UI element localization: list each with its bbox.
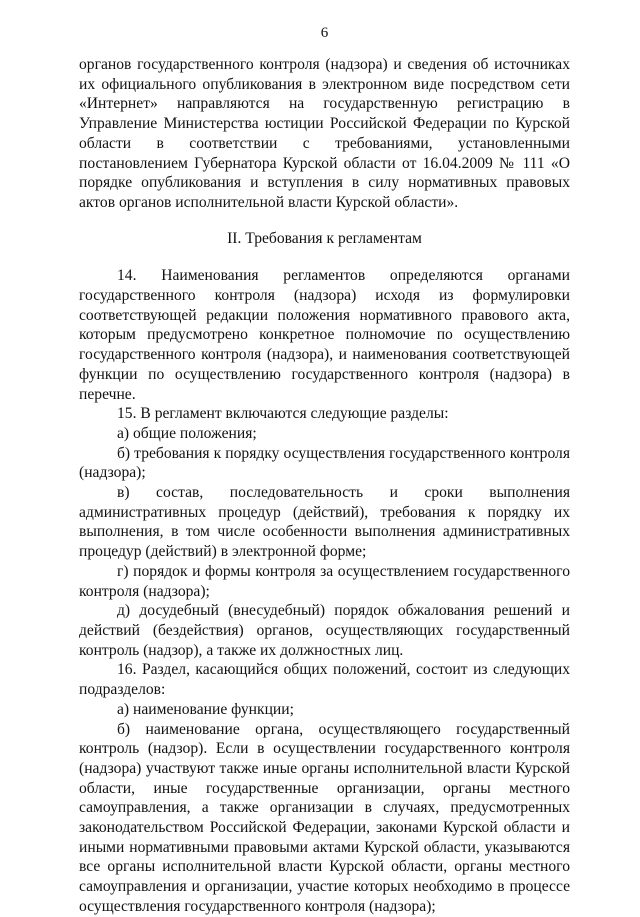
list-item-15g: г) порядок и формы контроля за осуществлением государственного контроля (надзора); bbox=[79, 562, 570, 600]
list-item-15v: в) состав, последовательность и сроки выполнения административных процедур (действий), требования к порядку их выполнения, в том числе особенности выполнения административных процедур (действий) в электронной форме; bbox=[79, 484, 570, 561]
list-item-16a: а) наименование функции; bbox=[117, 700, 294, 718]
list-item-15b: б) требования к порядку осуществления государственного контроля (надзора); bbox=[79, 444, 570, 482]
list-item-16b: б) наименование органа, осуществляющего государственный контроль (надзор). Если в осуществлении государственного контроля (надзора) участвуют также иные органы исполнительной власти Курской области, иные государственные организации, органы местного самоуправления, а также организации в случаях, предусмотренных законодательством Российской Федерации, законами Курской области и иными нормативными правовыми актами Курской области, указываются все органы исполнительной власти Курской области, органы местного самоуправления и организации, участие которых необходимо в процессе осуществления государственного контроля (надзора); bbox=[79, 720, 570, 915]
continuation-paragraph: органов государственного контроля (надзора) и сведения об источниках их официального опубликования в электронном виде посредством сети «Интернет» направляются на государственную регистрацию в Управление Министерства юстиции Российской Федерации по Курской области в соответствии с требованиями, установленными постановлением Губернатора Курской области от 16.04.2009 № 111 «О порядке опубликования и вступления в силу нормативных правовых актов органов исполнительной власти Курской области». bbox=[79, 56, 570, 211]
list-item-15d: д) досудебный (внесудебный) порядок обжалования решений и действий (бездействия) органов, осуществляющих государственный контроль (надзор), а также их должностных лиц. bbox=[79, 602, 570, 659]
paragraph-14: 14. Наименования регламентов определяются органами государственного контроля (надзора) исходя из формулировки соответствующей редакции положения нормативного правового акта, которым предусмотрено конкретное полномочие по осуществлению государственного контроля (надзора), и наименования соответствующей функции по осуществлению государственного контроля (надзора) в перечне. bbox=[79, 267, 570, 403]
list-item-15a: а) общие положения; bbox=[117, 424, 257, 442]
paragraph-16: 16. Раздел, касающийся общих положений, состоит из следующих подразделов: bbox=[79, 661, 570, 699]
document-page bbox=[79, 24, 570, 917]
section-heading: II. Требования к регламентам bbox=[227, 229, 422, 247]
paragraph-15: 15. В регламент включаются следующие разделы: bbox=[117, 405, 449, 423]
page-number: 6 bbox=[320, 25, 329, 41]
